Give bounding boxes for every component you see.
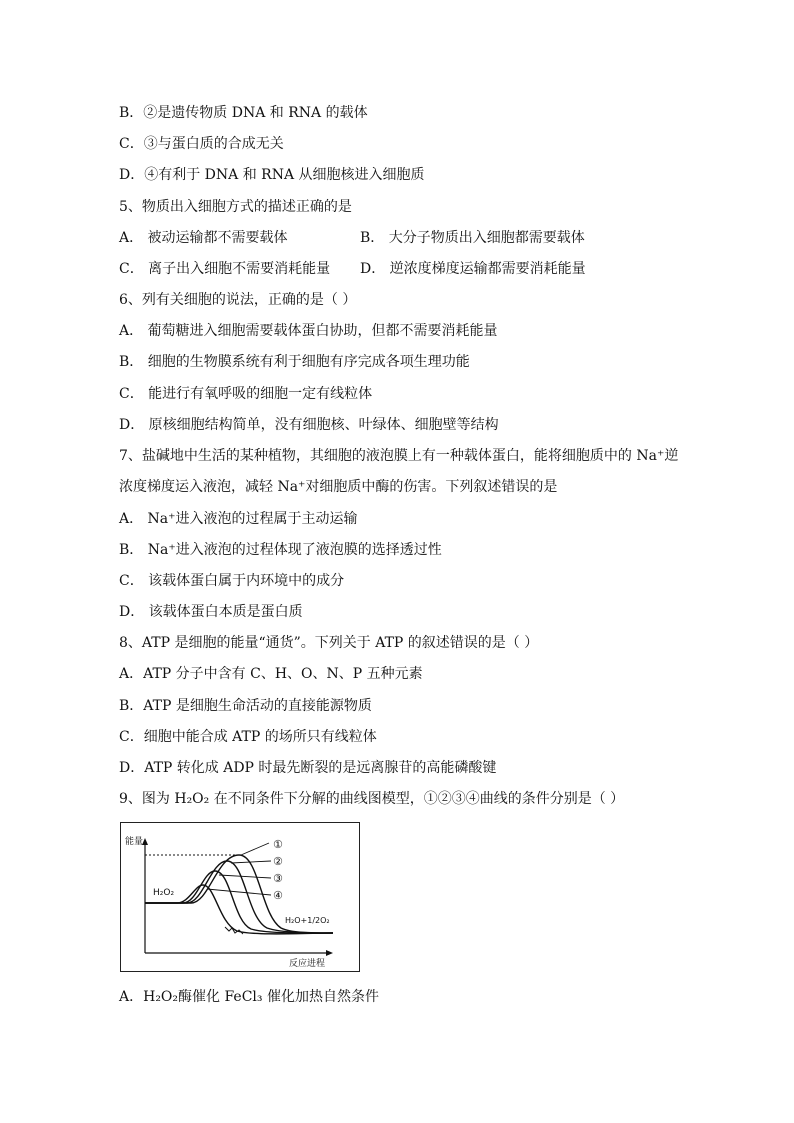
q5-option-c: C． 离子出入细胞不需要消耗能量 — [119, 261, 331, 277]
x-axis-label: 反应进程 — [289, 959, 326, 969]
q7-stem-line1: 7、盐碱地中生活的某种植物，其细胞的液泡膜上有一种载体蛋白，能将细胞质中的 Na⁺逆 — [119, 448, 679, 464]
q8-stem: 8、ATP 是细胞的能量“通货”。下列关于 ATP 的叙述错误的是（ ） — [119, 635, 539, 651]
q6-option-a: A． 葡萄糖进入细胞需要载体蛋白协助，但都不需要消耗能量 — [119, 323, 498, 339]
curve-label-3: ③ — [273, 872, 283, 885]
q6-option-d: D． 原核细胞结构简单，没有细胞核、叶绿体、细胞壁等结构 — [119, 417, 499, 433]
curve-label-4: ④ — [273, 889, 283, 902]
q6-stem: 6、列有关细胞的说法，正确的是（ ） — [119, 292, 357, 308]
q8-option-a: A．ATP 分子中含有 C、H、O、N、P 五种元素 — [119, 666, 423, 682]
q7-option-c: C． 该载体蛋白属于内环境中的成分 — [119, 573, 345, 589]
q6-option-b: B． 细胞的生物膜系统有利于细胞有序完成各项生理功能 — [119, 354, 470, 370]
q7-stem-line2: 浓度梯度运入液泡，减轻 Na⁺对细胞质中酶的伤害。下列叙述错误的是 — [119, 479, 558, 495]
q8-option-d: D．ATP 转化成 ADP 时最先断裂的是远离腺苷的高能磷酸键 — [119, 760, 497, 776]
y-axis-label: 能量 — [125, 837, 144, 847]
pointer-line-1 — [241, 843, 269, 855]
q8-option-b: B．ATP 是细胞生命活动的直接能源物质 — [119, 698, 372, 714]
q5-option-a: A． 被动运输都不需要载体 — [119, 230, 288, 246]
x-axis-arrow — [326, 950, 333, 956]
q6-option-c: C． 能进行有氧呼吸的细胞一定有线粒体 — [119, 386, 373, 402]
q5-option-d: D． 逆浓度梯度运输都需要消耗能量 — [360, 261, 586, 277]
q9-stem: 9、图为 H₂O₂ 在不同条件下分解的曲线图模型，①②③④曲线的条件分别是（ ） — [119, 791, 625, 807]
q5-stem: 5、物质出入细胞方式的描述正确的是 — [119, 199, 352, 215]
q5-option-b: B． 大分子物质出入细胞都需要载体 — [360, 230, 585, 246]
energy-curve-figure — [120, 822, 360, 972]
q7-option-b: B． Na⁺进入液泡的过程体现了液泡膜的选择透过性 — [119, 542, 442, 558]
pointer-line-3 — [219, 875, 271, 878]
curve-tail-noise — [225, 927, 243, 934]
q4-option-d: D．④有利于 DNA 和 RNA 从细胞核进入细胞质 — [119, 167, 425, 183]
q9-option-a: A．H₂O₂酶催化 FeCl₃ 催化加热自然条件 — [119, 989, 379, 1005]
reactant-label: H₂O₂ — [153, 888, 175, 898]
curve-label-1: ① — [273, 838, 283, 851]
energy-curve-svg — [121, 823, 361, 973]
q4-option-b: B．②是遗传物质 DNA 和 RNA 的载体 — [119, 105, 368, 121]
pointer-line-2 — [231, 861, 271, 863]
q7-option-a: A． Na⁺进入液泡的过程属于主动运输 — [119, 511, 358, 527]
product-label: H₂O+1/2O₂ — [285, 916, 330, 925]
q8-option-c: C．细胞中能合成 ATP 的场所只有线粒体 — [119, 729, 377, 745]
curve-label-2: ② — [273, 855, 283, 868]
q4-option-c: C．③与蛋白质的合成无关 — [119, 136, 284, 152]
q7-option-d: D． 该载体蛋白本质是蛋白质 — [119, 604, 303, 620]
